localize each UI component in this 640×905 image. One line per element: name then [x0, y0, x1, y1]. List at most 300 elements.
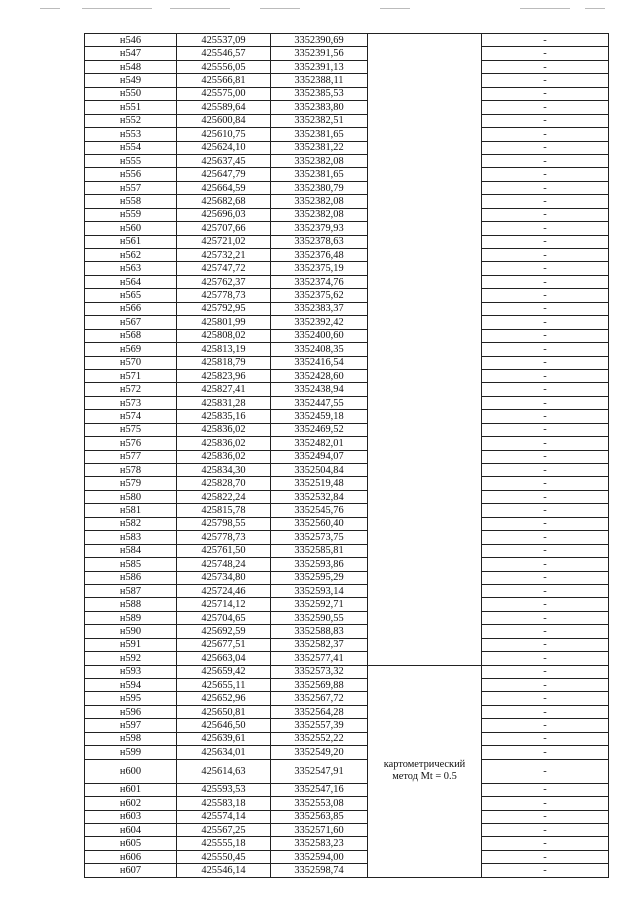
method-cell — [368, 128, 482, 141]
table-row — [85, 558, 609, 571]
x-coordinate-cell: 425664,59 — [177, 181, 271, 194]
dash-cell: - — [482, 410, 609, 423]
point-name-cell: н604 — [85, 823, 177, 836]
table-row — [85, 571, 609, 584]
y-coordinate-cell: 3352382,08 — [271, 154, 368, 167]
table-row — [85, 652, 609, 665]
table-row — [85, 705, 609, 718]
table-row — [85, 692, 609, 705]
table-row — [85, 797, 609, 810]
y-coordinate-cell: 3352376,48 — [271, 249, 368, 262]
method-cell — [368, 60, 482, 73]
point-name-cell: н589 — [85, 611, 177, 624]
table-row — [85, 141, 609, 154]
method-cell — [368, 864, 482, 877]
table-row — [85, 423, 609, 436]
x-coordinate-cell: 425822,24 — [177, 490, 271, 503]
point-name-cell: н546 — [85, 34, 177, 47]
point-name-cell: н585 — [85, 558, 177, 571]
y-coordinate-cell: 3352378,63 — [271, 235, 368, 248]
dash-cell: - — [482, 504, 609, 517]
method-label: картометрический — [383, 759, 466, 771]
method-cell — [368, 759, 482, 783]
table-row — [85, 490, 609, 503]
table-row — [85, 665, 609, 678]
method-cell — [368, 517, 482, 530]
dash-cell: - — [482, 719, 609, 732]
dash-cell: - — [482, 208, 609, 221]
y-coordinate-cell: 3352392,42 — [271, 316, 368, 329]
y-coordinate-cell: 3352382,51 — [271, 114, 368, 127]
x-coordinate-cell: 425639,61 — [177, 732, 271, 745]
coordinates-table — [84, 33, 609, 878]
method-cell — [368, 558, 482, 571]
dash-cell: - — [482, 141, 609, 154]
y-coordinate-cell: 3352545,76 — [271, 504, 368, 517]
dash-cell: - — [482, 464, 609, 477]
x-coordinate-cell: 425813,19 — [177, 343, 271, 356]
x-coordinate-cell: 425704,65 — [177, 611, 271, 624]
x-coordinate-cell: 425823,96 — [177, 369, 271, 382]
dash-cell: - — [482, 423, 609, 436]
table-row — [85, 679, 609, 692]
dash-cell: - — [482, 383, 609, 396]
y-coordinate-cell: 3352563,85 — [271, 810, 368, 823]
y-coordinate-cell: 3352583,23 — [271, 837, 368, 850]
table-row — [85, 450, 609, 463]
x-coordinate-cell: 425574,14 — [177, 810, 271, 823]
y-coordinate-cell: 3352592,71 — [271, 598, 368, 611]
y-coordinate-cell: 3352379,93 — [271, 222, 368, 235]
point-name-cell: н572 — [85, 383, 177, 396]
method-cell — [368, 168, 482, 181]
method-cell — [368, 208, 482, 221]
x-coordinate-cell: 425836,02 — [177, 423, 271, 436]
table-row — [85, 34, 609, 47]
table-row — [85, 87, 609, 100]
table-row — [85, 262, 609, 275]
scan-header-marks — [0, 4, 640, 12]
table-row — [85, 732, 609, 745]
dash-cell: - — [482, 490, 609, 503]
y-coordinate-cell: 3352380,79 — [271, 181, 368, 194]
x-coordinate-cell: 425647,79 — [177, 168, 271, 181]
dash-cell: - — [482, 797, 609, 810]
method-cell — [368, 504, 482, 517]
dash-cell: - — [482, 396, 609, 409]
x-coordinate-cell: 425593,53 — [177, 783, 271, 796]
point-name-cell: н566 — [85, 302, 177, 315]
y-coordinate-cell: 3352381,65 — [271, 128, 368, 141]
method-cell — [368, 329, 482, 342]
method-accuracy: метод Mt = 0.5 — [392, 771, 457, 783]
table-row — [85, 759, 609, 783]
dash-cell: - — [482, 87, 609, 100]
point-name-cell: н552 — [85, 114, 177, 127]
dash-cell: - — [482, 343, 609, 356]
y-coordinate-cell: 3352388,11 — [271, 74, 368, 87]
y-coordinate-cell: 3352595,29 — [271, 571, 368, 584]
x-coordinate-cell: 425652,96 — [177, 692, 271, 705]
x-coordinate-cell: 425792,95 — [177, 302, 271, 315]
table-row — [85, 611, 609, 624]
dash-cell: - — [482, 584, 609, 597]
table-row — [85, 60, 609, 73]
x-coordinate-cell: 425808,02 — [177, 329, 271, 342]
x-coordinate-cell: 425801,99 — [177, 316, 271, 329]
table-row — [85, 275, 609, 288]
point-name-cell: н553 — [85, 128, 177, 141]
method-cell — [368, 598, 482, 611]
dash-cell: - — [482, 531, 609, 544]
table-row — [85, 464, 609, 477]
x-coordinate-cell: 425834,30 — [177, 464, 271, 477]
method-cell — [368, 638, 482, 651]
method-cell — [368, 383, 482, 396]
method-cell — [368, 316, 482, 329]
y-coordinate-cell: 3352381,65 — [271, 168, 368, 181]
point-name-cell: н578 — [85, 464, 177, 477]
dash-cell: - — [482, 195, 609, 208]
dash-cell: - — [482, 437, 609, 450]
point-name-cell: н555 — [85, 154, 177, 167]
point-name-cell: н574 — [85, 410, 177, 423]
method-cell — [368, 235, 482, 248]
table-row — [85, 517, 609, 530]
table-row — [85, 584, 609, 597]
y-coordinate-cell: 3352416,54 — [271, 356, 368, 369]
x-coordinate-cell: 425614,63 — [177, 759, 271, 783]
x-coordinate-cell: 425677,51 — [177, 638, 271, 651]
dash-cell: - — [482, 544, 609, 557]
y-coordinate-cell: 3352573,75 — [271, 531, 368, 544]
point-name-cell: н582 — [85, 517, 177, 530]
method-cell — [368, 369, 482, 382]
dash-cell: - — [482, 665, 609, 678]
point-name-cell: н549 — [85, 74, 177, 87]
point-name-cell: н584 — [85, 544, 177, 557]
point-name-cell: н587 — [85, 584, 177, 597]
dash-cell: - — [482, 638, 609, 651]
method-cell — [368, 531, 482, 544]
method-cell — [368, 222, 482, 235]
dash-cell: - — [482, 692, 609, 705]
y-coordinate-cell: 3352519,48 — [271, 477, 368, 490]
point-name-cell: н591 — [85, 638, 177, 651]
x-coordinate-cell: 425550,45 — [177, 850, 271, 863]
x-coordinate-cell: 425567,25 — [177, 823, 271, 836]
table-row — [85, 638, 609, 651]
x-coordinate-cell: 425747,72 — [177, 262, 271, 275]
dash-cell: - — [482, 517, 609, 530]
y-coordinate-cell: 3352590,55 — [271, 611, 368, 624]
table-row — [85, 47, 609, 60]
x-coordinate-cell: 425663,04 — [177, 652, 271, 665]
method-cell — [368, 396, 482, 409]
x-coordinate-cell: 425637,45 — [177, 154, 271, 167]
x-coordinate-cell: 425836,02 — [177, 450, 271, 463]
table-row — [85, 477, 609, 490]
point-name-cell: н580 — [85, 490, 177, 503]
table-row — [85, 810, 609, 823]
method-cell — [368, 101, 482, 114]
x-coordinate-cell: 425555,18 — [177, 837, 271, 850]
table-row — [85, 74, 609, 87]
dash-cell: - — [482, 181, 609, 194]
y-coordinate-cell: 3352383,80 — [271, 101, 368, 114]
dash-cell: - — [482, 154, 609, 167]
point-name-cell: н550 — [85, 87, 177, 100]
table-row — [85, 154, 609, 167]
x-coordinate-cell: 425818,79 — [177, 356, 271, 369]
dash-cell: - — [482, 850, 609, 863]
x-coordinate-cell: 425682,68 — [177, 195, 271, 208]
y-coordinate-cell: 3352598,74 — [271, 864, 368, 877]
dash-cell: - — [482, 47, 609, 60]
table-row — [85, 195, 609, 208]
x-coordinate-cell: 425646,50 — [177, 719, 271, 732]
method-cell — [368, 571, 482, 584]
point-name-cell: н593 — [85, 665, 177, 678]
table-row — [85, 329, 609, 342]
x-coordinate-cell: 425659,42 — [177, 665, 271, 678]
x-coordinate-cell: 425815,78 — [177, 504, 271, 517]
x-coordinate-cell: 425575,00 — [177, 87, 271, 100]
table-row — [85, 719, 609, 732]
point-name-cell: н548 — [85, 60, 177, 73]
x-coordinate-cell: 425556,05 — [177, 60, 271, 73]
point-name-cell: н594 — [85, 679, 177, 692]
x-coordinate-cell: 425798,55 — [177, 517, 271, 530]
y-coordinate-cell: 3352375,19 — [271, 262, 368, 275]
method-cell — [368, 437, 482, 450]
y-coordinate-cell: 3352382,08 — [271, 195, 368, 208]
x-coordinate-cell: 425724,46 — [177, 584, 271, 597]
point-name-cell: н588 — [85, 598, 177, 611]
method-cell — [368, 692, 482, 705]
y-coordinate-cell: 3352400,60 — [271, 329, 368, 342]
table-row — [85, 746, 609, 759]
method-cell — [368, 423, 482, 436]
method-cell — [368, 87, 482, 100]
dash-cell: - — [482, 34, 609, 47]
method-cell — [368, 154, 482, 167]
dash-cell: - — [482, 783, 609, 796]
method-cell — [368, 810, 482, 823]
x-coordinate-cell: 425589,64 — [177, 101, 271, 114]
x-coordinate-cell: 425827,41 — [177, 383, 271, 396]
x-coordinate-cell: 425836,02 — [177, 437, 271, 450]
point-name-cell: н573 — [85, 396, 177, 409]
point-name-cell: н560 — [85, 222, 177, 235]
dash-cell: - — [482, 571, 609, 584]
point-name-cell: н576 — [85, 437, 177, 450]
x-coordinate-cell: 425835,16 — [177, 410, 271, 423]
point-name-cell: н600 — [85, 759, 177, 783]
point-name-cell: н561 — [85, 235, 177, 248]
table-row — [85, 369, 609, 382]
point-name-cell: н556 — [85, 168, 177, 181]
y-coordinate-cell: 3352375,62 — [271, 289, 368, 302]
dash-cell: - — [482, 262, 609, 275]
point-name-cell: н563 — [85, 262, 177, 275]
y-coordinate-cell: 3352557,39 — [271, 719, 368, 732]
dash-cell: - — [482, 316, 609, 329]
table-row — [85, 128, 609, 141]
y-coordinate-cell: 3352504,84 — [271, 464, 368, 477]
table-row — [85, 235, 609, 248]
table-row — [85, 101, 609, 114]
point-name-cell: н597 — [85, 719, 177, 732]
y-coordinate-cell: 3352438,94 — [271, 383, 368, 396]
method-cell — [368, 302, 482, 315]
table-row — [85, 544, 609, 557]
method-cell — [368, 611, 482, 624]
point-name-cell: н554 — [85, 141, 177, 154]
method-cell — [368, 665, 482, 678]
coordinates-table-body — [85, 34, 609, 878]
point-name-cell: н605 — [85, 837, 177, 850]
point-name-cell: н595 — [85, 692, 177, 705]
x-coordinate-cell: 425655,11 — [177, 679, 271, 692]
method-cell — [368, 114, 482, 127]
dash-cell: - — [482, 74, 609, 87]
point-name-cell: н586 — [85, 571, 177, 584]
point-name-cell: н564 — [85, 275, 177, 288]
point-name-cell: н606 — [85, 850, 177, 863]
x-coordinate-cell: 425583,18 — [177, 797, 271, 810]
table-row — [85, 864, 609, 877]
y-coordinate-cell: 3352469,52 — [271, 423, 368, 436]
table-row — [85, 316, 609, 329]
y-coordinate-cell: 3352385,53 — [271, 87, 368, 100]
dash-cell: - — [482, 625, 609, 638]
dash-cell: - — [482, 275, 609, 288]
x-coordinate-cell: 425537,09 — [177, 34, 271, 47]
table-row — [85, 249, 609, 262]
method-cell — [368, 141, 482, 154]
dash-cell: - — [482, 128, 609, 141]
y-coordinate-cell: 3352428,60 — [271, 369, 368, 382]
y-coordinate-cell: 3352564,28 — [271, 705, 368, 718]
point-name-cell: н562 — [85, 249, 177, 262]
method-cell — [368, 450, 482, 463]
y-coordinate-cell: 3352374,76 — [271, 275, 368, 288]
dash-cell: - — [482, 235, 609, 248]
y-coordinate-cell: 3352408,35 — [271, 343, 368, 356]
x-coordinate-cell: 425732,21 — [177, 249, 271, 262]
point-name-cell: н602 — [85, 797, 177, 810]
method-cell — [368, 47, 482, 60]
table-row — [85, 181, 609, 194]
table-row — [85, 850, 609, 863]
dash-cell: - — [482, 837, 609, 850]
x-coordinate-cell: 425610,75 — [177, 128, 271, 141]
y-coordinate-cell: 3352588,83 — [271, 625, 368, 638]
dash-cell: - — [482, 289, 609, 302]
point-name-cell: н565 — [85, 289, 177, 302]
y-coordinate-cell: 3352577,41 — [271, 652, 368, 665]
x-coordinate-cell: 425748,24 — [177, 558, 271, 571]
x-coordinate-cell: 425692,59 — [177, 625, 271, 638]
y-coordinate-cell: 3352382,08 — [271, 208, 368, 221]
method-cell — [368, 477, 482, 490]
x-coordinate-cell: 425778,73 — [177, 289, 271, 302]
x-coordinate-cell: 425831,28 — [177, 396, 271, 409]
dash-cell: - — [482, 598, 609, 611]
y-coordinate-cell: 3352560,40 — [271, 517, 368, 530]
x-coordinate-cell: 425600,84 — [177, 114, 271, 127]
method-cell — [368, 719, 482, 732]
y-coordinate-cell: 3352553,08 — [271, 797, 368, 810]
y-coordinate-cell: 3352547,16 — [271, 783, 368, 796]
method-cell — [368, 490, 482, 503]
y-coordinate-cell: 3352532,84 — [271, 490, 368, 503]
method-cell — [368, 652, 482, 665]
method-cell — [368, 746, 482, 759]
y-coordinate-cell: 3352593,14 — [271, 584, 368, 597]
table-row — [85, 168, 609, 181]
x-coordinate-cell: 425696,03 — [177, 208, 271, 221]
point-name-cell: н603 — [85, 810, 177, 823]
y-coordinate-cell: 3352391,56 — [271, 47, 368, 60]
y-coordinate-cell: 3352482,01 — [271, 437, 368, 450]
point-name-cell: н547 — [85, 47, 177, 60]
y-coordinate-cell: 3352549,20 — [271, 746, 368, 759]
table-row — [85, 625, 609, 638]
method-cell — [368, 74, 482, 87]
table-row — [85, 823, 609, 836]
dash-cell: - — [482, 369, 609, 382]
y-coordinate-cell: 3352569,88 — [271, 679, 368, 692]
point-name-cell: н577 — [85, 450, 177, 463]
method-cell — [368, 584, 482, 597]
y-coordinate-cell: 3352447,55 — [271, 396, 368, 409]
y-coordinate-cell: 3352391,13 — [271, 60, 368, 73]
x-coordinate-cell: 425721,02 — [177, 235, 271, 248]
y-coordinate-cell: 3352593,86 — [271, 558, 368, 571]
dash-cell: - — [482, 558, 609, 571]
method-cell — [368, 679, 482, 692]
x-coordinate-cell: 425650,81 — [177, 705, 271, 718]
table-row — [85, 504, 609, 517]
method-cell — [368, 850, 482, 863]
dash-cell: - — [482, 759, 609, 783]
method-cell — [368, 797, 482, 810]
y-coordinate-cell: 3352552,22 — [271, 732, 368, 745]
dash-cell: - — [482, 450, 609, 463]
point-name-cell: н581 — [85, 504, 177, 517]
point-name-cell: н579 — [85, 477, 177, 490]
point-name-cell: н590 — [85, 625, 177, 638]
dash-cell: - — [482, 864, 609, 877]
method-cell — [368, 410, 482, 423]
method-cell — [368, 732, 482, 745]
method-cell — [368, 34, 482, 47]
y-coordinate-cell: 3352585,81 — [271, 544, 368, 557]
point-name-cell: н569 — [85, 343, 177, 356]
table-row — [85, 383, 609, 396]
x-coordinate-cell: 425734,80 — [177, 571, 271, 584]
y-coordinate-cell: 3352459,18 — [271, 410, 368, 423]
y-coordinate-cell: 3352383,37 — [271, 302, 368, 315]
dash-cell: - — [482, 114, 609, 127]
point-name-cell: н607 — [85, 864, 177, 877]
dash-cell: - — [482, 60, 609, 73]
point-name-cell: н570 — [85, 356, 177, 369]
y-coordinate-cell: 3352547,91 — [271, 759, 368, 783]
dash-cell: - — [482, 652, 609, 665]
